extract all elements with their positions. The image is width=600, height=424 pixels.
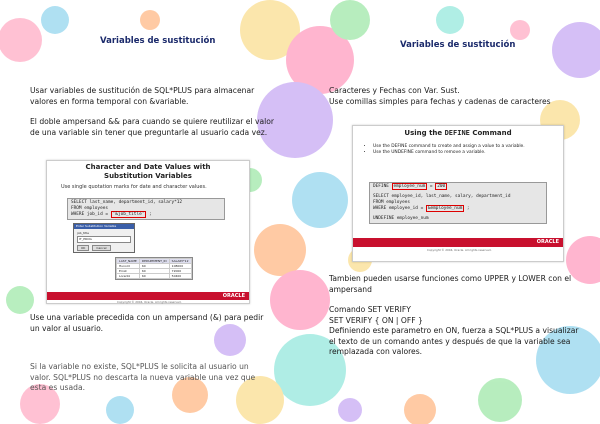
right-para-3-title: Comando SET VERIFY (329, 305, 411, 314)
left-para-4: Si la variable no existe, SQL*PLUS le solicita al usuario un valor. SQL*PLUS no descarta la nueva variable una vez que esta es usada. (30, 362, 256, 392)
left-slide-note: Use single quotation marks for date and character values. (61, 184, 207, 190)
code-line-5: UNDEFINE employee_num (373, 216, 429, 221)
result-table (116, 258, 192, 279)
dialog-buttons (77, 245, 131, 251)
left-page-title: Variables de sustitución (100, 36, 216, 46)
table-cell: 60 (139, 274, 169, 279)
code-line-3-suffix: ; (146, 212, 152, 217)
oracle-brand-bar (47, 292, 249, 300)
right-slide-title-define: DEFINE (444, 129, 470, 137)
right-para-2: Tambien pueden usarse funciones como UPPER y LOWER con el ampersand (329, 274, 572, 294)
code-line-1-prefix: DEFINE (373, 184, 392, 189)
left-slide (46, 160, 250, 304)
right-para-3 (329, 305, 584, 358)
bullet-item: • Use the UNDEFINE command to remove a variable. (373, 150, 558, 156)
right-para-3-syntax: SET VERIFY { ON | OFF } (329, 315, 423, 325)
code-line-4-suffix: ; (464, 206, 470, 211)
right-page (300, 0, 600, 424)
right-slide-title (353, 129, 563, 138)
table-cell: Ernst (117, 269, 140, 274)
code-highlight-value: 200 (437, 184, 446, 189)
bullet-item: • Use the DEFINE command to create and assign a value to a variable. (373, 144, 558, 150)
table-cell: 72000 (169, 269, 191, 274)
right-para-1 (329, 86, 589, 107)
code-line-1: SELECT last_name, department_id, salary*12 (71, 200, 183, 205)
dialog-title: Enter Substitution Variable (74, 224, 134, 229)
result-grid (115, 257, 193, 280)
dialog-cancel-button: Cancel (92, 245, 110, 251)
result-header-cell: DEPARTMENT_ID (139, 259, 169, 264)
substitution-dialog (73, 223, 135, 253)
table-cell: 108000 (169, 264, 191, 269)
oracle-brand-bar (353, 238, 563, 247)
oracle-logo: ORACLE (222, 293, 245, 299)
right-slide-title-suffix: Command (469, 129, 512, 137)
code-line-4-prefix: WHERE employee_id = (373, 206, 426, 211)
table-cell: 50400 (169, 274, 191, 279)
table-cell: Lorentz (117, 274, 140, 279)
dialog-label: job_title (77, 231, 89, 235)
left-para-1: Usar variables de sustitución de SQL*PLUS para almacenar valores en forma temporal con &variable. (30, 86, 255, 106)
dialog-input: IT_PROG (77, 236, 131, 243)
code-highlight: '&job_title' (112, 212, 145, 217)
table-cell: Hunold (117, 264, 140, 269)
table-row (117, 274, 192, 279)
left-para-2: El doble ampersand && para cuando se quiere reutilizar el valor de una variable sin tener que preguntarle al usuario cada vez. (30, 117, 275, 137)
right-para-1-line-2: Use comillas simples para fechas y cadenas de caracteres (329, 96, 551, 106)
right-slide-code (369, 182, 547, 224)
table-cell: 60 (139, 264, 169, 269)
code-line-3: FROM employees (373, 200, 411, 205)
code-line-1-mid: = (427, 184, 436, 189)
right-slide (352, 125, 564, 262)
code-highlight-ref: &employee_num (427, 206, 463, 211)
code-line-3-prefix: WHERE job_id = (71, 212, 111, 217)
right-slide-bullets (365, 144, 558, 156)
right-para-1-line-1: Caracteres y Fechas con Var. Sust. (329, 86, 460, 95)
code-line-3 (71, 212, 221, 218)
left-slide-title-line-1: Character and Date Values with (85, 163, 211, 171)
left-slide-title-line-2: Substitution Variables (104, 172, 192, 180)
code-highlight-var: employee_num (393, 184, 426, 189)
left-slide-code (67, 198, 225, 220)
code-line-2: FROM employees (71, 206, 109, 211)
result-header-cell: SALARY*12 (169, 259, 191, 264)
right-para-3-body: Definiendo este parametro en ON, fuerza a SQL*PLUS a visualizar el texto de un comando antes y después de que la variable sea remplazada con valores. (329, 326, 579, 356)
right-page-title: Variables de sustitución (400, 40, 516, 50)
oracle-logo: ORACLE (536, 239, 559, 245)
table-cell: 60 (139, 269, 169, 274)
right-slide-footer: Copyright © 2004, Oracle. All rights reserved. (427, 248, 492, 252)
result-header-cell: LAST_NAME (117, 259, 140, 264)
right-slide-title-prefix: Using the (404, 129, 445, 137)
result-header-row (117, 259, 192, 264)
code-line-2: SELECT employee_id, last_name, salary, department_id (373, 194, 511, 199)
left-para-3: Use una variable precedida con un ampersand (&) para pedir un valor al usuario. (30, 313, 264, 333)
left-slide-footer: Copyright © 2004, Oracle. All rights reserved. (117, 300, 182, 304)
dialog-ok-button: OK (77, 245, 89, 251)
